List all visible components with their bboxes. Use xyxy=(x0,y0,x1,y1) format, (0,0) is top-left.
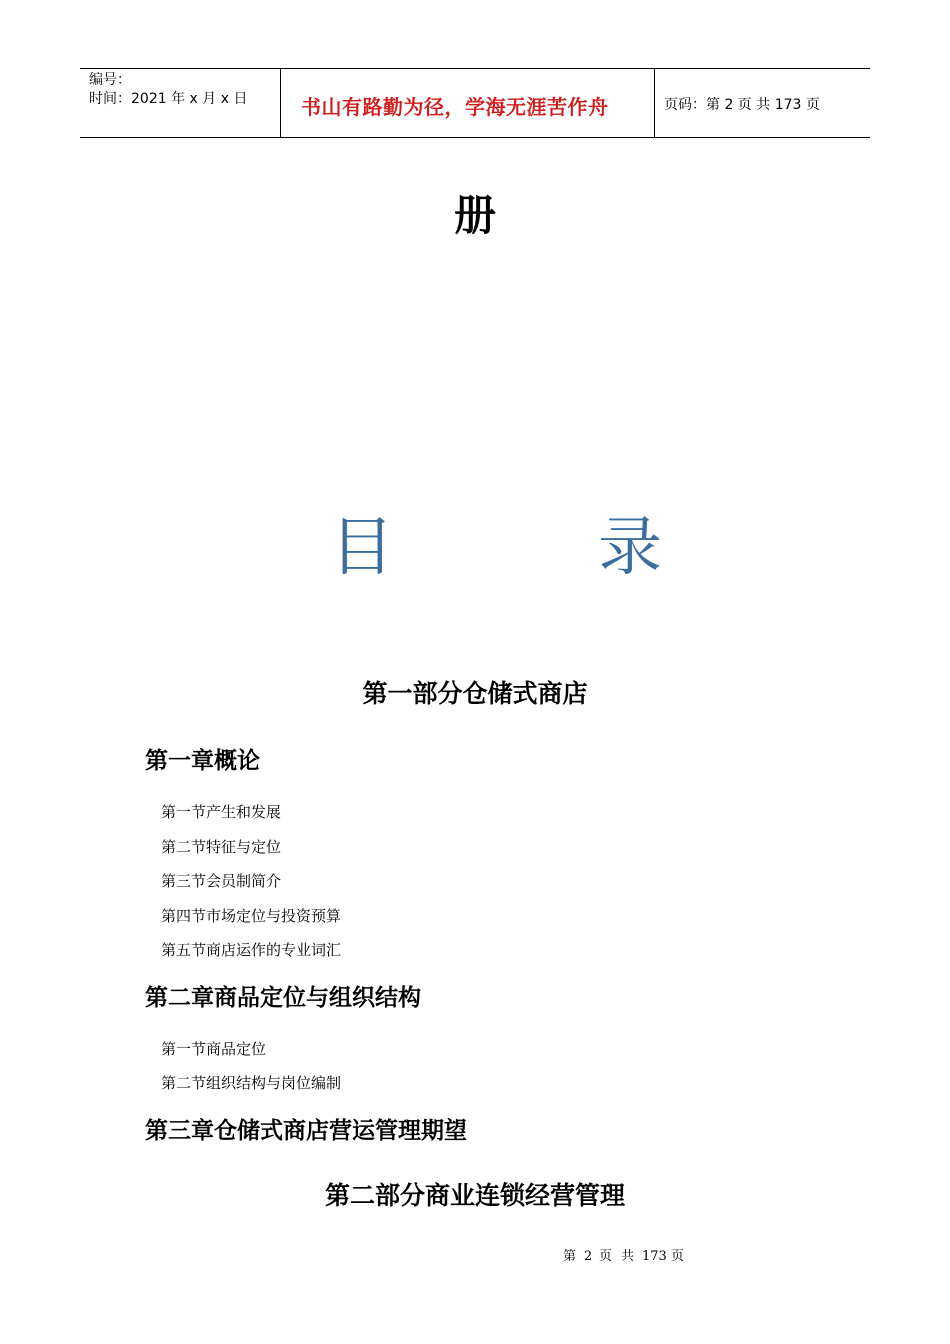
chapter-title-1: 第一章概论 xyxy=(145,748,260,774)
header-page-info: 页码：第 2 页 共 173 页 xyxy=(664,97,820,113)
footer-page-number: 2 xyxy=(584,1249,593,1264)
page-footer xyxy=(0,1247,950,1267)
section-item: 第一节产生和发展 xyxy=(161,803,282,821)
part-title-1: 第一部分仓储式商店 xyxy=(362,679,588,708)
section-item: 第三节会员制简介 xyxy=(161,872,282,890)
document-number-label: 编号： xyxy=(89,72,131,88)
footer-gong: 共 xyxy=(621,1249,635,1264)
section-item: 第二节组织结构与岗位编制 xyxy=(161,1074,342,1092)
footer-total-pages: 173 xyxy=(642,1249,667,1264)
section-item: 第一节商品定位 xyxy=(161,1040,267,1058)
header-info-cell xyxy=(80,69,281,137)
header-motto: 书山有路勤为径，学海无涯苦作舟 xyxy=(301,95,609,119)
footer-ye: 页 xyxy=(599,1249,613,1264)
toc-title-char-1: 目 xyxy=(330,511,394,585)
footer-ye: 页 xyxy=(671,1249,685,1264)
volume-character: 册 xyxy=(453,191,496,240)
chapter-title-3: 第三章仓储式商店营运管理期望 xyxy=(145,1118,467,1144)
section-item: 第四节市场定位与投资预算 xyxy=(161,907,342,925)
toc-title-char-2: 录 xyxy=(598,511,662,585)
chapter-title-2: 第二章商品定位与组织结构 xyxy=(145,985,421,1011)
section-item: 第二节特征与定位 xyxy=(161,838,282,856)
footer-di: 第 xyxy=(563,1249,577,1264)
header-page-cell xyxy=(655,69,870,137)
document-time-label: 时间：2021 年 x 月 x 日 xyxy=(89,91,248,107)
part-title-2: 第二部分商业连锁经营管理 xyxy=(324,1181,625,1210)
header-motto-cell xyxy=(281,69,655,137)
section-item: 第五节商店运作的专业词汇 xyxy=(161,941,342,959)
page-header xyxy=(80,68,870,138)
